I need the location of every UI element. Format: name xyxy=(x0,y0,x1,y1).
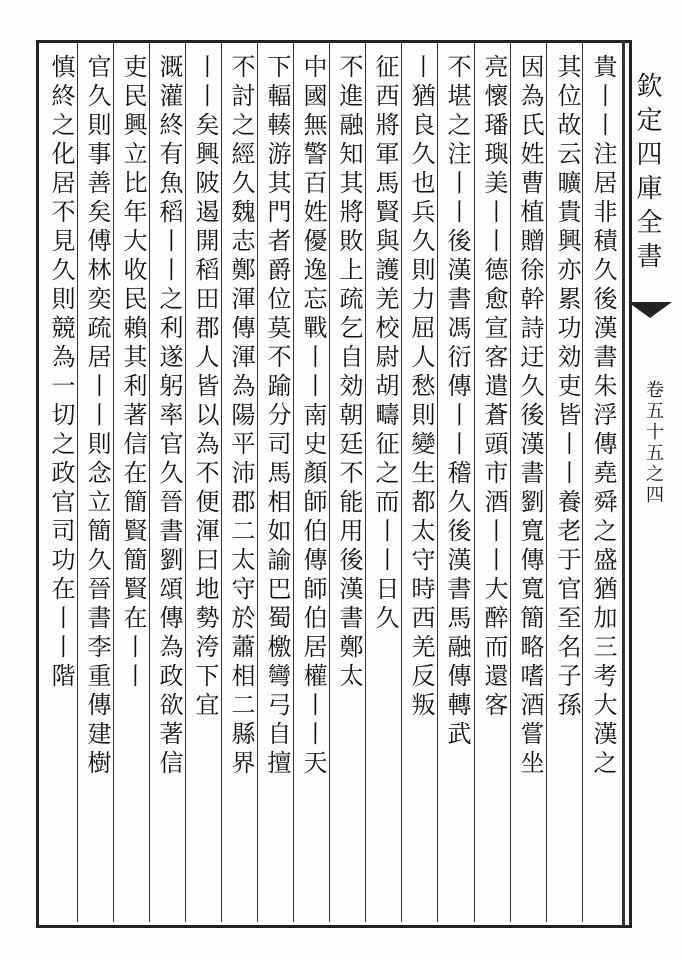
text-column: 丨猶良久也兵久則力屈人愁則變生都太守時西羌反叛 xyxy=(407,54,435,721)
text-column: 不討之經久魏志鄭渾傳渾為陽平沛郡二太守於蕭相二縣界 xyxy=(227,54,255,779)
text-column: 吏民興立比年大收民賴其利著信在簡賢簡賢在丨丨 xyxy=(119,54,147,692)
text-column: 其位故云曠貴興亦累功効吏皆丨丨養老于官至名子孫 xyxy=(553,54,581,721)
book-title: 欽定四庫全書 xyxy=(632,72,662,276)
text-column: 亮懷璠璵美丨丨德愈宣客遣蒼頭市酒丨丨大醉而還客 xyxy=(480,54,508,721)
text-column: 下輻輳游其門者爵位莫不踰分司馬相如諭巴蜀檄彎弓自擅 xyxy=(263,54,291,779)
text-column: 貴丨丨注居非積久後漢書朱浮傳堯舜之盛猶加三考大漢之 xyxy=(589,54,617,779)
text-column: 官久則事善矣傅林奕疏居丨丨則念立簡久晉書李重傳建樹 xyxy=(83,54,111,779)
text-column: 不進融知其將敗上疏乞自効朝廷不能用後漢書鄭太 xyxy=(335,54,363,692)
volume-label: 卷五十五之四 xyxy=(643,380,664,506)
text-column: 溉灌終有魚稻丨丨之利遂躬率官久晉書劉頌傳為政欲著信 xyxy=(155,54,183,779)
text-column: 慎終之化居不見久則競為一切之政官司功在丨丨階 xyxy=(47,54,75,692)
header-divider xyxy=(622,40,625,925)
text-column: 丨丨矣興陂遏開稻田郡人皆以為不便渾曰地勢洿下宜 xyxy=(191,54,219,721)
text-column: 中國無警百姓優逸忘戰丨丨南史顏師伯傳師伯居權丨丨天 xyxy=(299,54,327,779)
text-column: 不堪之注丨丨後漢書馮衍傳丨丨稽久後漢書馬融傳轉武 xyxy=(443,54,471,750)
fishtail-mark-icon xyxy=(628,302,672,318)
text-column: 征西將軍馬賢與護羌校尉胡疇征之而丨丨日久 xyxy=(371,54,399,634)
text-column: 因為氏姓曹植贈徐幹詩迂久後漢書劉寬傳寬簡略嗜酒嘗坐 xyxy=(516,54,544,779)
